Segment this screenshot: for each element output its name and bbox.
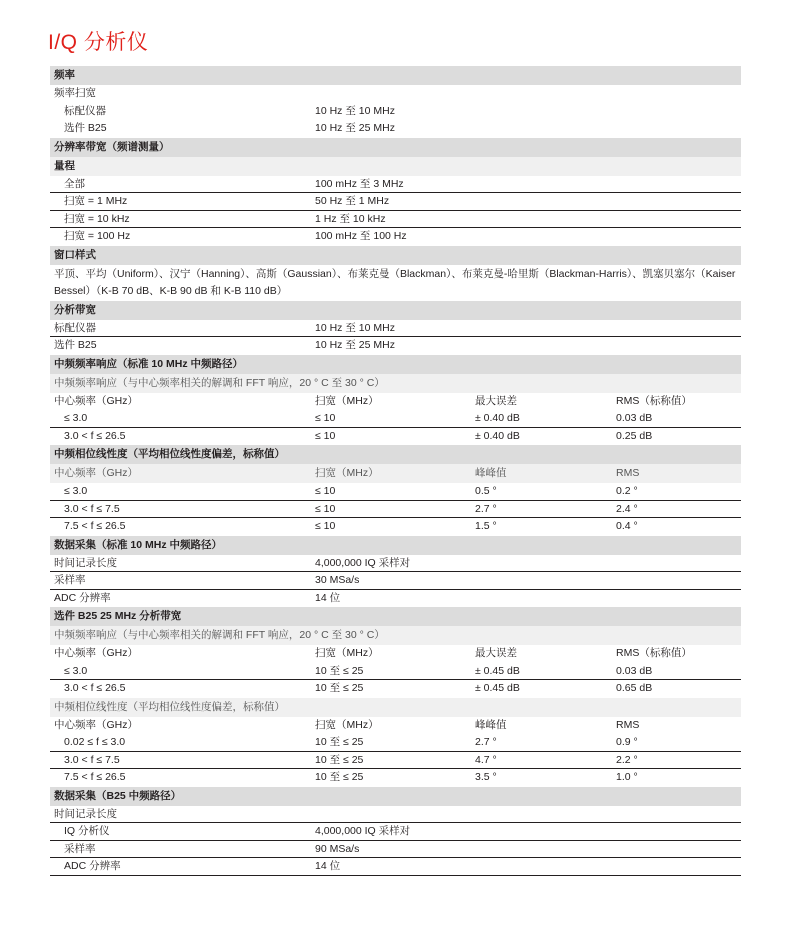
spec-row [50,320,741,338]
spec-table [50,66,741,876]
column-header: 扫宽（MHz） [315,647,379,659]
table-cell: 10 至 ≤ 25 [315,771,364,783]
row-label: 频率扫宽 [54,87,96,99]
spec-row [50,228,741,246]
spec-label: 全部 [64,177,85,190]
spec-row [50,858,741,876]
table-cell: 10 至 ≤ 25 [315,664,364,677]
table-cell: 7.5 < f ≤ 26.5 [64,520,126,532]
table-cell: ≤ 10 [315,502,336,515]
column-header-row [50,645,741,663]
column-header: RMS（标称值） [616,647,692,659]
table-cell: 1.0 ° [616,771,638,783]
spec-row [50,193,741,211]
section-header-frequency: 频率 [50,66,741,85]
spec-value: 10 Hz 至 25 MHz [315,122,395,134]
table-cell: ≤ 10 [315,429,336,442]
spec-row [50,120,741,138]
spec-value: 4,000,000 IQ 采样对 [315,556,411,569]
column-header-row [50,464,741,483]
column-header: 峰峰值 [475,718,507,731]
table-cell: ≤ 10 [315,485,336,497]
table-row [50,663,741,681]
column-header: 中心频率（GHz） [54,718,138,731]
section-header-analysis-bw: 分析带宽 [50,301,741,320]
table-cell: ± 0.45 dB [475,664,520,677]
spec-row [50,590,741,608]
spec-value: 100 mHz 至 100 Hz [315,230,407,242]
table-cell: 0.25 dB [616,429,653,442]
column-header: 最大误差 [475,394,517,407]
column-header: 扫宽（MHz） [315,467,379,479]
table-cell: 0.65 dB [616,682,653,694]
spec-label: 采样率 [54,574,86,586]
table-cell: 0.03 dB [616,664,653,677]
table-cell: 3.0 < f ≤ 26.5 [64,429,126,442]
table-cell: 3.0 < f ≤ 26.5 [64,682,126,694]
spec-row [50,555,741,573]
table-cell: 4.7 ° [475,753,497,766]
table-cell: ≤ 3.0 [64,485,88,497]
spec-label: 选件 B25 [64,122,107,134]
spec-value: 10 Hz 至 25 MHz [315,339,395,351]
table-cell: 2.2 ° [616,753,638,766]
section-header-window: 窗口样式 [50,246,741,265]
table-cell: ± 0.40 dB [475,412,520,424]
spec-label: 选件 B25 [54,339,97,351]
spec-label: 时间记录长度 [54,556,117,569]
spec-label: ADC 分辨率 [64,860,121,872]
spec-value: 10 Hz 至 10 MHz [315,104,395,117]
subsection-header-b25-response: 中频频率响应（与中心频率相关的解调和 FFT 响应，20 ° C 至 30 ° C） [50,626,741,645]
column-header: 中心频率（GHz） [54,394,138,407]
spec-row [50,337,741,355]
table-cell: 0.2 ° [616,485,638,497]
table-cell: 2.4 ° [616,502,638,515]
spec-label: ADC 分辨率 [54,591,111,604]
column-header-row [50,393,741,411]
table-cell: 2.7 ° [475,502,497,515]
table-cell: ≤ 10 [315,412,336,424]
spec-label: 采样率 [64,842,96,855]
spec-row [50,823,741,841]
spec-value: 50 Hz 至 1 MHz [315,195,390,207]
spec-label: 扫宽 = 10 kHz [64,212,130,225]
table-cell: 7.5 < f ≤ 26.5 [64,771,126,783]
table-row [50,769,741,787]
table-cell: 0.9 ° [616,736,638,748]
spec-value: 100 mHz 至 3 MHz [315,177,404,190]
table-cell: 10 至 ≤ 25 [315,736,364,748]
spec-label: 扫宽 = 1 MHz [64,195,128,207]
table-row [50,410,741,428]
column-header: 中心频率（GHz） [54,467,138,479]
table-cell: 3.0 < f ≤ 7.5 [64,502,120,515]
spec-label: 标配仪器 [54,321,96,334]
table-cell: ≤ 3.0 [64,412,88,424]
spec-row [50,841,741,859]
table-cell: ≤ 10 [315,520,336,532]
table-cell: 0.03 dB [616,412,653,424]
spec-row [50,176,741,194]
table-cell: ± 0.45 dB [475,682,520,694]
table-row [50,428,741,446]
table-row [50,680,741,698]
spec-row [50,572,741,590]
column-header: RMS [616,718,640,731]
table-cell: 10 至 ≤ 25 [315,682,364,694]
table-row [50,501,741,519]
spec-value: 1 Hz 至 10 kHz [315,212,386,225]
table-cell: 0.5 ° [475,485,497,497]
section-header-b25-acquisition: 数据采集（B25 中频路径） [50,787,741,806]
subsection-header-range: 量程 [50,157,741,176]
spec-value: 10 Hz 至 10 MHz [315,321,395,334]
column-header-row [50,717,741,735]
subsection-header-if-response: 中频频率响应（与中心频率相关的解调和 FFT 响应，20 ° C 至 30 ° C） [50,374,741,393]
section-header-if-phase: 中频相位线性度（平均相位线性度偏差，标称值） [50,445,741,464]
row-label: 时间记录长度 [50,806,741,824]
page-title: I/Q 分析仪 [48,31,149,54]
spec-label: 扫宽 = 100 Hz [64,230,131,242]
spec-label: IQ 分析仪 [64,825,110,837]
spec-value: 4,000,000 IQ 采样对 [315,825,411,837]
table-row [50,752,741,770]
section-header-acquisition: 数据采集（标准 10 MHz 中频路径） [50,536,741,555]
column-header: 中心频率（GHz） [54,647,138,659]
column-header: 扫宽（MHz） [315,394,379,407]
column-header: RMS [616,467,640,479]
column-header: 最大误差 [475,647,517,659]
table-row [50,734,741,752]
table-cell: 1.5 ° [475,520,497,532]
section-header-b25: 选件 B25 25 MHz 分析带宽 [50,607,741,626]
table-cell: 0.02 ≤ f ≤ 3.0 [64,736,126,748]
table-row [50,518,741,536]
column-header: 峰峰值 [475,467,507,479]
table-cell: 0.4 ° [616,520,638,532]
spec-value: 14 位 [315,860,341,872]
table-cell: 10 至 ≤ 25 [315,753,364,766]
table-cell: 2.7 ° [475,736,497,748]
table-cell: ≤ 3.0 [64,664,88,677]
column-header: 扫宽（MHz） [315,718,379,731]
subsection-header-b25-phase: 中频相位线性度（平均相位线性度偏差，标称值） [50,698,741,717]
column-header: RMS（标称值） [616,394,692,407]
table-cell: ± 0.40 dB [475,429,520,442]
spec-row [50,103,741,121]
table-row [50,483,741,501]
section-header-if-response: 中频频率响应（标准 10 MHz 中频路径） [50,355,741,374]
section-header-rbw: 分辨率带宽（频谱测量） [50,138,741,157]
spec-row [50,211,741,229]
spec-value: 30 MSa/s [315,574,360,586]
spec-value: 14 位 [315,591,341,604]
window-types-text: 平顶、平均（Uniform）、汉宁（Hanning）、高斯（Gaussian）、布莱克曼（Blackman）、布莱克曼-哈里斯（Blackman-Harris）、凯塞贝塞尔（Kaiser Bessel）（K-B 70 dB、K-B 90 dB 和 K-B 110 dB） [54,267,736,297]
table-cell: 3.0 < f ≤ 7.5 [64,753,120,766]
spec-label: 标配仪器 [64,104,106,117]
spec-value: 90 MSa/s [315,842,360,855]
table-cell: 3.5 ° [475,771,497,783]
